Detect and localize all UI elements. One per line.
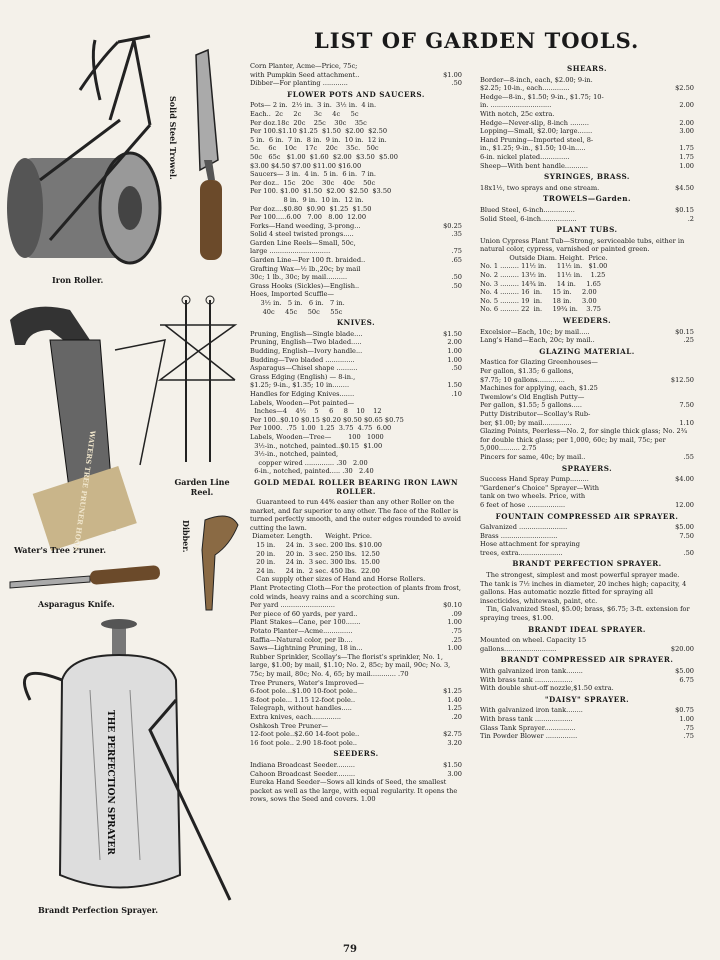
- price-line: [480, 336, 694, 345]
- item-text: Grass Hooks (Sickles)—English..: [250, 281, 360, 290]
- item-price: $0.25: [443, 221, 462, 230]
- item-price: 1.50: [447, 381, 462, 390]
- price-line: [250, 390, 462, 399]
- item-text: Excelsior—Each, 10c; by mail.....: [480, 327, 590, 336]
- item-text: gallons.........................: [480, 644, 557, 653]
- item-price: $12.50: [670, 375, 694, 384]
- text-line: Diameter. Length. Weight. Price.: [250, 532, 373, 541]
- item-price: 6.75: [679, 675, 694, 684]
- price-line: [480, 127, 694, 136]
- text-line: Glazing Points, Peerless—No. 2, for single thick glass; No. 2¾ for double thick glass; per 1,000, 60c; by mail, 75c; per 5,000.......... 2.75: [480, 427, 690, 453]
- item-price: .75: [451, 247, 462, 256]
- iron-roller-caption: Iron Roller.: [52, 275, 104, 285]
- sprayer-caption: Brandt Perfection Sprayer.: [38, 905, 159, 915]
- price-line: [480, 540, 694, 549]
- text-line: Per 100..$0.10 $0.15 $0.20 $0.50 $0.65 $0.75: [250, 415, 404, 424]
- item-text: 16 foot pole.. 2.90 18-foot pole..: [250, 738, 358, 747]
- item-text: Hedge—Never-slip, 8-inch .........: [480, 118, 589, 127]
- item-text: Handles for Edging Knives.......: [250, 389, 355, 398]
- item-price: .25: [683, 336, 694, 345]
- trowel-illustration: [196, 50, 222, 260]
- item-price: 3.20: [447, 738, 462, 747]
- price-line: [480, 401, 694, 410]
- item-price: $1.50: [443, 760, 462, 769]
- item-text: Per gallon, $1.55; 5 gallons.....: [480, 401, 583, 410]
- item-price: 1.00: [447, 644, 462, 653]
- price-line: [250, 770, 462, 779]
- text-line: Each.. 2c 2c 3c 4c 5c: [250, 109, 359, 118]
- item-text: Putty Distributor—Scollay's Rub-: [480, 409, 591, 418]
- item-price: 1.75: [679, 152, 694, 161]
- item-text: Dibber—For planting ............: [250, 79, 348, 88]
- item-text: Per yard ..........................: [250, 601, 335, 610]
- item-text: Budding—Two bladed ..............: [250, 355, 355, 364]
- item-text: With brass tank ..................: [480, 675, 573, 684]
- price-line: [480, 328, 694, 337]
- price-line: [480, 667, 694, 676]
- section-heading: SYRINGES, BRASS.: [544, 172, 630, 182]
- item-price: .25: [451, 635, 462, 644]
- item-text: Sheep—With bent handle...........: [480, 161, 588, 170]
- price-line: [480, 549, 694, 558]
- section-heading: BRANDT IDEAL SPRAYER.: [528, 624, 646, 634]
- text-line: 5 in. 6 in. 7 in. 8 in. 9 in. 10 in. 12 in.: [250, 135, 387, 144]
- price-line: [480, 501, 694, 510]
- item-text: trees, extra.....................: [480, 548, 563, 557]
- item-text: Oshkosh Tree Pruner—: [250, 721, 328, 730]
- item-text: Success Hand Spray Pump.........: [480, 475, 589, 484]
- item-price: .09: [451, 609, 462, 618]
- item-price: 3.00: [679, 127, 694, 136]
- item-price: 7.50: [679, 401, 694, 410]
- text-line: Per doz....$0.80 $0.90 $1.25 $1.50: [250, 204, 372, 213]
- price-line: [480, 523, 694, 532]
- section-heading: GOLD MEDAL ROLLER BEARING IRON LAWN ROLLER.: [253, 477, 459, 496]
- item-text: Pruning, English—Single blade....: [250, 329, 363, 338]
- tree-pruner-caption: Water's Tree Pruner.: [14, 545, 106, 555]
- text-line: No. 1 ......... 11½ in. 11½ in. $1.00: [480, 262, 608, 271]
- garden-line-reel-illustration: [160, 296, 235, 462]
- item-price: $2.50: [675, 84, 694, 93]
- item-price: 1.00: [447, 347, 462, 355]
- price-line: [480, 110, 694, 119]
- item-text: Mounted on wheel. Capacity 15: [480, 636, 587, 645]
- item-price: $0.10: [443, 601, 462, 610]
- item-text: With galvanized iron tank........: [480, 667, 583, 675]
- text-line: Per doz.18c 20c 25c 30c 35c: [250, 118, 367, 127]
- item-price: 1.10: [679, 418, 694, 427]
- text-line: Per 100. $1.00 $1.50 $2.00 $2.50 $3.50: [250, 187, 392, 196]
- item-text: in., $1.25; 9-in., $1.50; 10-in.....: [480, 144, 586, 153]
- price-line: [480, 484, 694, 493]
- item-text: Per gallon, $1.35; 6 gallons,: [480, 367, 574, 375]
- item-text: Hand Pruning—Imported steel, 8-: [480, 135, 594, 144]
- price-line: [250, 79, 462, 88]
- item-text: Brass ...........................: [480, 531, 558, 540]
- item-text: in. .............................: [480, 101, 552, 110]
- item-price: $1.00: [443, 70, 462, 79]
- price-line: [250, 618, 462, 627]
- price-line: [480, 153, 694, 162]
- item-text: Blued Steel, 6-inch...............: [480, 205, 575, 214]
- price-line: [480, 715, 694, 724]
- text-line: $3.00 $4.50 $7.00 $11.00 $16.00: [250, 161, 362, 170]
- price-line: [480, 684, 694, 693]
- item-text: 6-foot pole...$1.00 10-foot pole..: [250, 687, 358, 696]
- text-line: Per doz.. 15c 20c 30c 40c 50c: [250, 178, 376, 187]
- item-price: $0.15: [675, 327, 694, 336]
- price-line: [250, 713, 462, 722]
- section-heading: WEEDERS.: [562, 316, 612, 326]
- item-text: $1.25; 9-in., $1.35; 10 in........: [250, 381, 350, 390]
- text-line: 15 in. 24 in. 3 sec. 200 lbs. $10.00: [250, 541, 382, 550]
- item-text: Lopping—Small, $2.00; large.......: [480, 127, 593, 136]
- item-price: .20: [451, 712, 462, 721]
- item-price: $1.25: [443, 687, 462, 696]
- text-line: No. 5 ......... 19 in. 18 in. 3.00: [480, 296, 597, 305]
- price-line: [480, 724, 694, 733]
- price-line: [250, 347, 462, 356]
- item-text: 6-in. nickel plated..............: [480, 152, 570, 161]
- item-text: 30c; 1 lb., 30c; by mail..........: [250, 273, 348, 282]
- item-price: .75: [451, 627, 462, 635]
- text-line: Labels, Wooden—Tree— 100 1000: [250, 432, 384, 441]
- item-text: Cahoon Broadcast Seeder.........: [250, 769, 356, 778]
- item-price: 2.00: [679, 101, 694, 110]
- text-line: 3½-in., notched, painted,: [250, 450, 339, 459]
- item-text: Budding, English—Ivory handle...: [250, 347, 363, 355]
- item-text: Solid 4 steel twisted prongs.....: [250, 230, 354, 239]
- item-price: 1.25: [447, 704, 462, 713]
- item-text: Hedge—8-in., $1.50; 9-in., $1.75; 10-: [480, 92, 604, 101]
- section-heading: "DAISY" SPRAYER.: [544, 694, 630, 704]
- price-line: [250, 373, 462, 382]
- price-line: [250, 627, 462, 636]
- price-line: [250, 739, 462, 748]
- item-price: 1.00: [447, 618, 462, 627]
- item-text: With galvanized iron tank........: [480, 706, 583, 715]
- price-line: [250, 265, 462, 274]
- text-line: copper wired .............. .30 2.00: [250, 458, 368, 467]
- item-text: Solid Steel, 6-inch.................: [480, 214, 577, 223]
- price-line: [480, 76, 694, 85]
- price-line: [250, 282, 462, 291]
- text-line: 5c. 6c 10c 17c 20c 35c. 50c: [250, 144, 379, 153]
- section-heading: PLANT TUBS.: [556, 225, 618, 235]
- item-text: Machines for applying, each, $1.25: [480, 384, 598, 393]
- item-text: Tree Pruners, Water's Improved—: [250, 678, 364, 687]
- page-number: 79: [343, 944, 357, 955]
- price-line: [250, 239, 462, 248]
- item-text: Plant Stakes—Cane, per 100.......: [250, 618, 361, 627]
- item-text: $2.25; 10-in., each.............: [480, 84, 570, 93]
- iron-roller-illustration: [7, 36, 160, 263]
- item-text: Pruning, English—Two bladed.....: [250, 338, 362, 347]
- price-line: [250, 696, 462, 705]
- item-text: large .............................: [250, 247, 331, 256]
- section-heading: SPRAYERS.: [561, 463, 613, 473]
- price-line: [250, 636, 462, 645]
- text-line: Per 100.....6.00 7.00 8.00 12.00: [250, 213, 367, 222]
- price-line: [250, 704, 462, 713]
- item-price: .65: [451, 256, 462, 265]
- asparagus-knife-caption: Asparagus Knife.: [38, 599, 115, 609]
- item-price: 1.00: [679, 714, 694, 723]
- item-text: 18x1½, two sprays and one stream.: [480, 183, 600, 192]
- price-line: [480, 184, 694, 193]
- item-text: Potato Planter—Acme..............: [250, 627, 353, 635]
- price-line: [250, 399, 462, 408]
- text-line: 50c 65c $1.00 $1.60 $2.00 $3.50 $5.00: [250, 152, 398, 161]
- item-price: $4.50: [675, 183, 694, 192]
- item-text: Twemlow's Old English Putty—: [480, 392, 585, 401]
- item-price: .75: [683, 723, 694, 732]
- text-line: 3½-in., notched, painted..$0.15 $1.00: [250, 441, 383, 450]
- text-line: 6-in., notched, painted..... .30 2.40: [250, 467, 374, 476]
- price-line: [480, 732, 694, 741]
- item-price: .2: [687, 214, 694, 223]
- price-line: [480, 144, 694, 153]
- price-line: [480, 453, 694, 462]
- item-price: 7.50: [679, 531, 694, 540]
- text-line: No. 2 ......... 13½ in. 11½ in. 1.25: [480, 271, 606, 280]
- price-line: [250, 687, 462, 696]
- item-text: Saws—Lightning Pruning, 18 in...: [250, 644, 363, 653]
- item-text: Grafting Wax—½ lb.,20c; by mail: [250, 264, 361, 273]
- price-line: [250, 290, 462, 299]
- text-line: No. 6 ......... 22 in. 19¾ in. 3.75: [480, 305, 601, 314]
- price-line: [480, 645, 694, 654]
- item-text: Glass Tank Sprayer...............: [480, 723, 576, 732]
- price-line: [480, 410, 694, 419]
- item-price: .10: [451, 389, 462, 398]
- item-price: .50: [451, 273, 462, 282]
- price-line: [250, 356, 462, 365]
- text-line: Inches—4 4½ 5 6 8 10 12: [250, 407, 382, 416]
- price-line: [480, 376, 694, 385]
- item-text: Hoes, Imported Scuffle—: [250, 290, 335, 299]
- item-text: tank on two wheels. Price, with: [480, 492, 586, 501]
- item-price: .50: [451, 79, 462, 88]
- page-title: LIST OF GARDEN TOOLS.: [314, 28, 640, 53]
- item-text: Raffia—Natural color, per lb....: [250, 635, 353, 644]
- item-text: Tin Powder Blower ...............: [480, 732, 578, 741]
- section-heading: KNIVES.: [336, 318, 376, 328]
- asparagus-knife-illustration: [10, 565, 160, 588]
- item-price: 3.00: [447, 769, 462, 778]
- item-price: $1.50: [443, 329, 462, 338]
- dibber-illustration: [202, 516, 238, 610]
- price-line: [250, 601, 462, 610]
- text-line: 20 in. 20 in. 3 sec. 250 lbs. 12.50: [250, 549, 380, 558]
- item-price: $0.15: [675, 205, 694, 214]
- right-column: [480, 62, 694, 741]
- price-line: [250, 273, 462, 282]
- item-price: .50: [451, 364, 462, 373]
- text-line: 8 in. 9 in. 10 in. 12 in.: [250, 195, 364, 204]
- price-line: [480, 532, 694, 541]
- text-line: 20 in. 24 in. 3 sec. 300 lbs. 15.00: [250, 558, 380, 567]
- trowel-caption: Solid Steel Trowel.: [168, 96, 178, 180]
- dibber-caption: Dibber.: [181, 520, 191, 553]
- tree-pruner-illustration: [10, 307, 165, 551]
- price-line: [480, 84, 694, 93]
- item-price: $20.00: [670, 644, 694, 653]
- item-price: $0.75: [675, 706, 694, 715]
- text-line: Pots— 2 in. 2½ in. 3 in. 3½ in. 4 in.: [250, 101, 377, 110]
- item-price: $2.75: [443, 730, 462, 739]
- price-line: [250, 644, 462, 653]
- text-line: Plant Protecting Cloth—For the protection of plants from frost, cold winds, heavy rains and a scorching sun.: [250, 584, 464, 601]
- price-line: [250, 71, 462, 80]
- item-text: Pincers for same, 40c; by mail..: [480, 452, 586, 461]
- item-text: Lang's Hand—Each, 20c; by mail..: [480, 336, 595, 345]
- item-text: Galvanized .......................: [480, 523, 568, 532]
- price-line: [250, 761, 462, 770]
- price-line: [480, 162, 694, 171]
- price-line: [250, 364, 462, 373]
- price-line: [480, 358, 694, 367]
- item-price: .35: [451, 230, 462, 239]
- item-price: .50: [683, 548, 694, 557]
- text-line: Saucers— 3 in. 4 in. 5 in. 6 in. 7 in.: [250, 170, 376, 179]
- section-heading: TROWELS—Garden.: [543, 194, 631, 204]
- item-text: Forks—Hand weeding, 3-prong...: [250, 221, 361, 230]
- item-price: .55: [683, 452, 694, 461]
- price-line: [250, 338, 462, 347]
- item-text: ber, $1.00; by mail..............: [480, 418, 572, 427]
- price-line: [480, 393, 694, 402]
- price-line: [480, 384, 694, 393]
- item-text: With double shut-off nozzle,$1.50 extra.: [480, 684, 614, 693]
- price-line: [480, 101, 694, 110]
- text-line: Can supply other sizes of Hand and Horse Rollers.: [250, 575, 426, 584]
- item-text: Grass Edging (English) — 8-in.,: [250, 372, 356, 381]
- price-line: [250, 730, 462, 739]
- section-heading: SEEDERS.: [333, 749, 379, 759]
- item-price: 2.00: [447, 338, 462, 347]
- price-line: [480, 215, 694, 224]
- item-price: 1.75: [679, 144, 694, 153]
- price-line: [480, 136, 694, 145]
- price-line: [480, 419, 694, 428]
- item-text: 12-foot pole..$2.60 14-foot pole..: [250, 730, 360, 739]
- section-heading: BRANDT PERFECTION SPRAYER.: [512, 559, 662, 569]
- middle-column: [250, 62, 462, 804]
- item-text: Border—8-inch, each, $2.00; 9-in.: [480, 75, 593, 84]
- text-line: Eureka Hand Seeder—Sows all kinds of Seed, the smallest packet as well as the large, with equal regularity. It opens the rows, sows the Seed and covers. 1.00: [250, 778, 460, 804]
- text-line: Per 1000. .75 1.00 1.25 3.75 4.75 6.00: [250, 424, 392, 433]
- price-line: [480, 676, 694, 685]
- item-text: Per piece of 60 yards, per yard..: [250, 609, 358, 618]
- price-line: [250, 722, 462, 731]
- text-line: The strongest, simplest and most powerful sprayer made. The tank is 7½ inches in diameter, 20 inches high; capacity, 4 gallons. Has automatic nozzle fitted for spraying all insecticides, whitewash, paint, etc.: [480, 571, 689, 605]
- text-line: No. 3 ......... 14¾ in. 14 in. 1.65: [480, 279, 601, 288]
- price-line: [480, 206, 694, 215]
- text-line: 40c 45c 50c 55c: [250, 307, 343, 316]
- item-price: 1.00: [447, 355, 462, 364]
- item-text: Hose attachment for spraying: [480, 540, 580, 549]
- price-line: [250, 330, 462, 339]
- garden-line-reel-caption: Garden Line Reel.: [174, 477, 230, 497]
- item-price: .50: [451, 281, 462, 290]
- sprayer-tank-label: THE PERFECTION SPRAYER: [105, 710, 115, 855]
- text-line: Guaranteed to run 44% easier than any other Roller on the market, and far superior to any other. The face of the Roller is turned perfectly smooth, and the outer edges rounded to avoid cutting the lawn.: [250, 498, 464, 532]
- price-line: [480, 93, 694, 102]
- price-line: [480, 636, 694, 645]
- item-price: 1.00: [679, 161, 694, 170]
- item-price: $4.00: [675, 475, 694, 484]
- item-text: Garden Line Reels—Small, 50c,: [250, 238, 356, 247]
- item-text: With notch, 25c extra.: [480, 109, 555, 118]
- text-line: Rubber Sprinkler, Scollay's—The florist's sprinkler, No. 1, large, $1.00; by mail, $1.10; No. 2, 85c; by mail, 90c; No. 3, 75c; by mail, 80c; No. 4, 65; by mail............ .70: [250, 652, 453, 678]
- item-price: 2.00: [679, 118, 694, 127]
- text-line: Union Cypress Plant Tub—Strong, serviceable tubs, either in natural color, cypress, varnished or painted green.: [480, 236, 687, 254]
- text-line: 24 in. 24 in. 2 sec. 450 lbs. 22.00: [250, 566, 380, 575]
- price-line: [480, 492, 694, 501]
- item-text: Garden Line—Per 100 ft. braided..: [250, 256, 366, 265]
- price-line: [250, 230, 462, 239]
- text-line: Tin, Galvanized Steel, $5.00; brass, $6.75; 3-ft. extension for spraying trees, $1.00.: [480, 605, 692, 623]
- sprayer-illustration: [24, 619, 230, 900]
- price-line: [480, 367, 694, 376]
- price-line: [480, 119, 694, 128]
- section-heading: FOUNTAIN COMPRESSED AIR SPRAYER.: [495, 511, 679, 521]
- item-price: 1.40: [447, 695, 462, 704]
- section-heading: BRANDT COMPRESSED AIR SPRAYER.: [500, 655, 674, 665]
- item-text: Extra knives, each..............: [250, 712, 342, 721]
- price-line: [480, 475, 694, 484]
- item-text: $7.75; 10 gallons.............: [480, 375, 565, 384]
- text-line: No. 4 ......... 16 in. 15 in. 2.00: [480, 288, 597, 297]
- item-text: 6 feet of hose ..................: [480, 500, 566, 509]
- price-line: [250, 62, 462, 71]
- text-line: 3½ in. 5 in. 6 in. 7 in.: [250, 299, 345, 308]
- item-text: Asparagus—Chisel shape ..........: [250, 364, 358, 373]
- item-text: Labels, Wooden—Pot painted—: [250, 398, 355, 407]
- price-line: [250, 381, 462, 390]
- price-line: [250, 679, 462, 688]
- item-price: .75: [683, 732, 694, 741]
- price-line: [480, 706, 694, 715]
- price-line: [250, 247, 462, 256]
- section-heading: FLOWER POTS AND SAUCERS.: [287, 89, 425, 99]
- section-heading: GLAZING MATERIAL.: [539, 346, 635, 356]
- item-price: 12.00: [675, 500, 694, 509]
- item-text: Corn Planter, Acme—Price, 75c;: [250, 62, 358, 70]
- price-line: [250, 610, 462, 619]
- item-text: Mastica for Glazing Greenhouses—: [480, 358, 598, 367]
- price-line: [250, 222, 462, 231]
- item-price: $5.00: [675, 523, 694, 532]
- item-text: with Pumpkin Seed attachment..: [250, 70, 360, 79]
- item-text: Telegraph, without handles.....: [250, 704, 352, 713]
- item-price: $5.00: [675, 667, 694, 675]
- section-heading: SHEARS.: [567, 64, 607, 73]
- pruner-hook-label: WATERS TREE PRUNER HOOK: [71, 429, 98, 553]
- price-line: [250, 256, 462, 265]
- item-text: With brass tank ..................: [480, 714, 573, 723]
- item-text: 8-foot pole... 1.15 12-foot pole..: [250, 695, 356, 704]
- text-line: Per 100.$1.10 $1.25 $1.50 $2.00 $2.50: [250, 127, 388, 136]
- item-text: "Gardener's Choice" Sprayer—With: [480, 483, 600, 492]
- item-text: Indiana Broadcast Seeder.........: [250, 760, 355, 769]
- text-line: Outside Diam. Height. Price.: [480, 253, 608, 262]
